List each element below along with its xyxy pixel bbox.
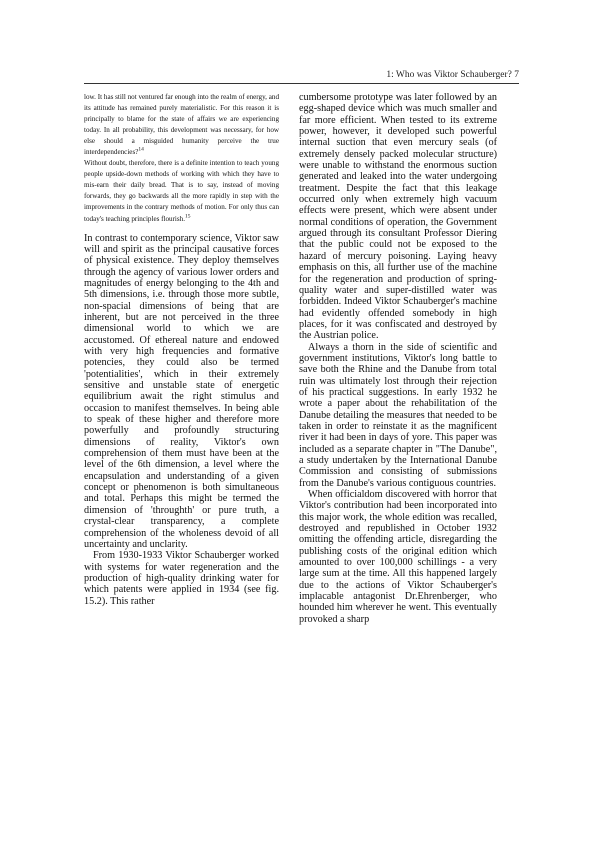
body-paragraph: Always a thorn in the side of scientific and government institutions, Viktor's long battle to save both the Rhine and the Danube from total ruin was ultimately lost through their rejection of his practical suggestions. In early 1932 he wrote a paper about the rehabilitation of the Danube detailing the measures that needed to be taken in order to reinstate it as the magnificent river it had been in days of yore. This paper was included as a separate chapter in "The Danube", a study undertaken by the International Danube Commission and consisting of submissions from the Danube's various contiguous countries. (299, 341, 497, 489)
quotation-1 (84, 92, 279, 158)
quotation-1-text: low. It has still not ventured far enough into the realm of energy, and its attitude has remained purely materialistic. For this reason it is principally to blame for the state of affairs we are experiencing today. In all probability, this development was necessary, for how else should a misguided humanity perceive the true interdependencies? (84, 93, 279, 157)
footnote-ref-14: 14 (138, 146, 144, 153)
body-paragraph: From 1930-1933 Viktor Schauberger worked with systems for water regeneration and the production of high-quality drinking water for which patents were applied in 1934 (see fig. 15.2). This rather (84, 550, 279, 607)
footnote-ref-15: 15 (184, 213, 191, 220)
quotation-2-text: Without doubt, therefore, there is a definite intention to teach young people upside-down methods of working with which they have to mis-earn their daily bread. That is to say, instead of moving forwards, they go backwards all the more rapidly in step with the improvements in the contrary methods of motion. For only thus can today's teaching principles flourish. (84, 159, 279, 223)
block-spacer (84, 225, 279, 233)
left-column (84, 92, 279, 607)
right-column (299, 92, 497, 625)
quotation-2 (84, 158, 279, 224)
body-paragraph: cumbersome prototype was later followed by an egg-shaped device which was much smaller and far more efficient. When tested to its extreme power, however, it developed such powerful internal suction that even mercury seals (of extremely densely packed molecular structure) were unable to withstand the enormous suction generated and leaked into the water undergoing treatment. Despite the fact that this leakage occurred only when extremely high vacuum effects were present, which were absent under normal conditions of operation, the Government argued through its consultant Professor Diering that the public could not be exposed to the hazard of mercury poisoning. Laying heavy emphasis on this, all further use of the machine for the regeneration and production of spring-quality water and super-distilled water was forbidden. Indeed Viktor Schauberger's machine had evidently offended somebody in high places, for it was confiscated and destroyed by the Austrian police. (299, 92, 497, 342)
body-paragraph: When officialdom discovered with horror that Viktor's contribution had been incorporated into this major work, the whole edition was recalled, destroyed and republished in October 1932 omitting the offending article, disregarding the publishing costs of the original edition which amounted to over 100,000 schillings - a very large sum at the time. All this happened largely due to the actions of Viktor Schauberger's implacable antagonist Dr.Ehrenberger, who hounded him wherever he went. This eventually provoked a sharp (299, 489, 497, 625)
header-rule (84, 83, 519, 84)
running-header: 1: Who was Viktor Schauberger? 7 (386, 70, 519, 80)
body-paragraph: In contrast to contemporary science, Viktor saw will and spirit as the principal causative forces of physical existence. They deploy themselves through the agency of various lower orders and magnitudes of energy belonging to the 4th and 5th dimensions, i.e. through those more subtle, non-spacial dimensions of being that are inherent, but are not perceived in the three dimensional world to which we are accustomed. Of ethereal nature and endowed with very high frequencies and formative potencies, they could also be termed 'potentialities', which in their extremely sensitive and unstable state of energetic equilibrium await the right stimulus and occasion to manifest themselves. In being able to speak of these higher and therefore more powerfully and profoundly structuring dimensions of reality, Viktor's own comprehension of them must have been at the level of the 6th dimension, a level where the encapsulation and understanding of a given concept or phenomenon is both simultaneous and total. Perhaps this might be termed the dimension of 'throughth' or pure truth, a crystal-clear transparency, a complete comprehension of the wholeness devoid of all uncertainty and unclarity. (84, 232, 279, 550)
